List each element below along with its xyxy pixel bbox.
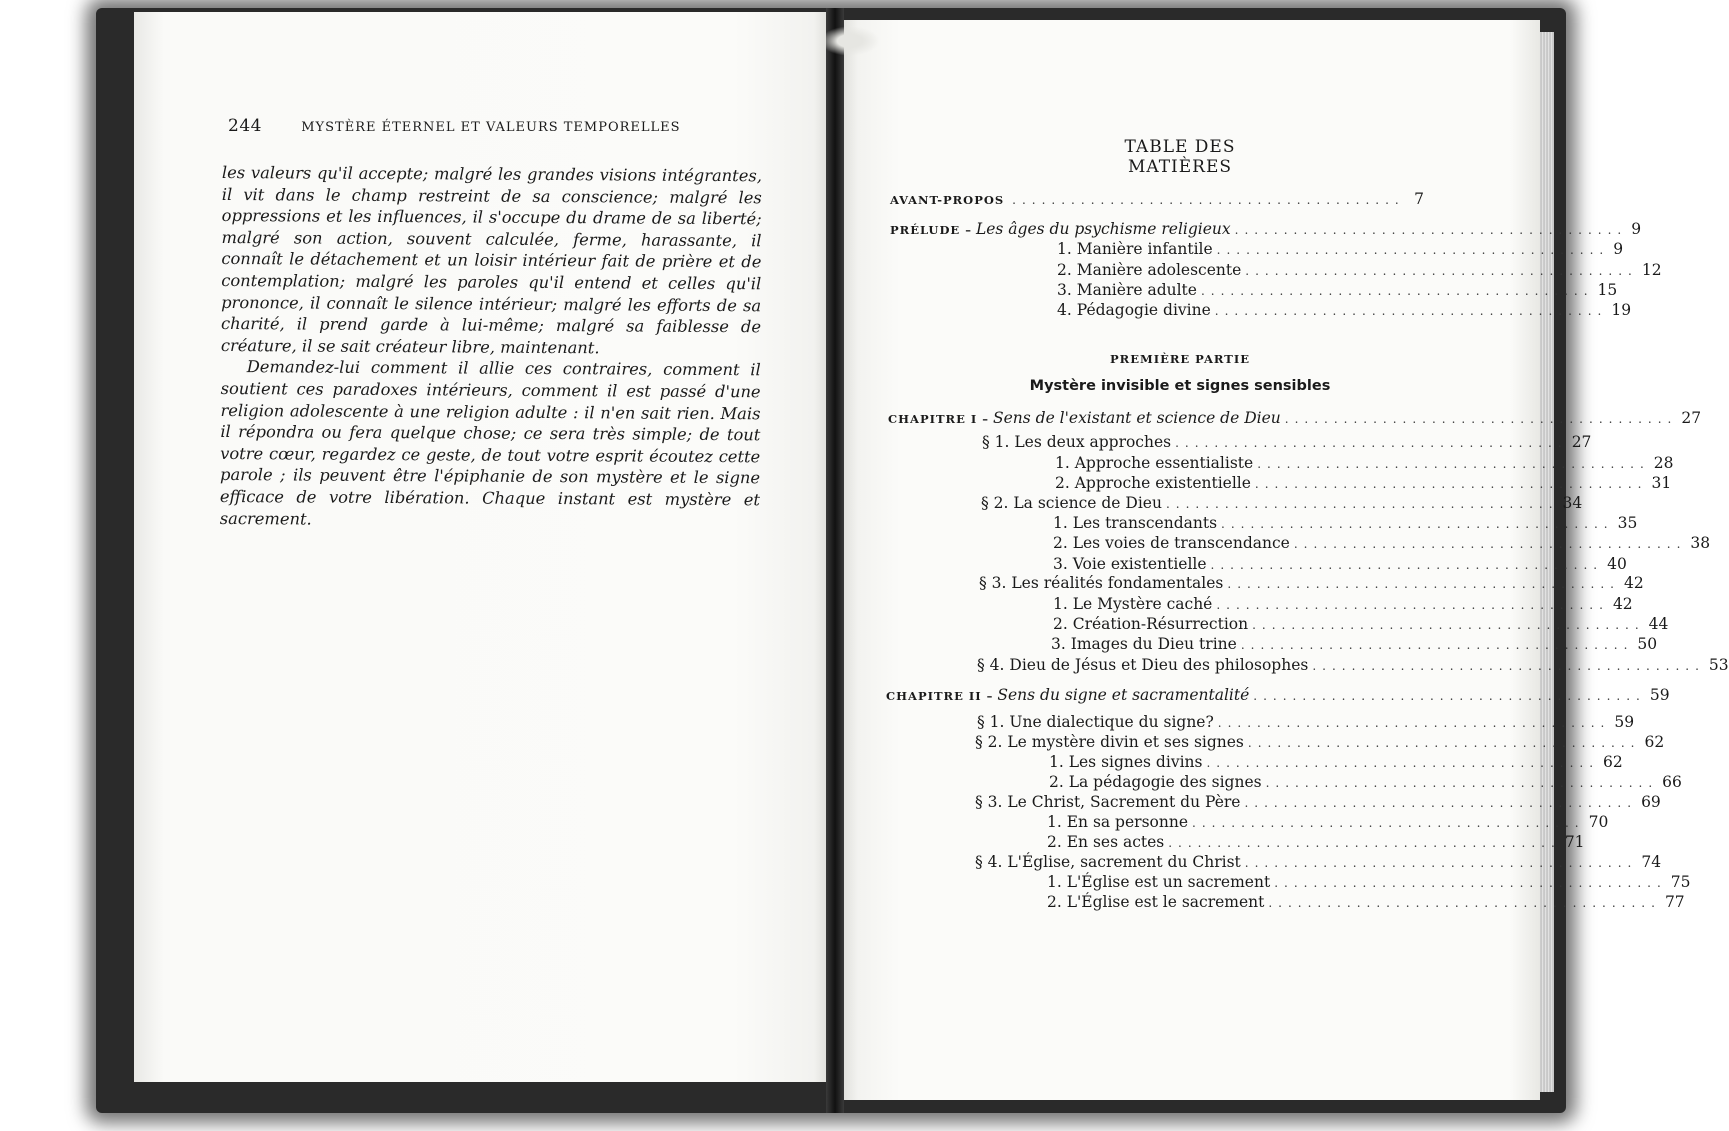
- toc-page-number: 27: [1571, 433, 1592, 451]
- toc-entry-title: 1. Manière infantile: [1057, 240, 1213, 258]
- toc-leader-dots: ........................................: [1247, 736, 1641, 750]
- toc-entry-title: § 2. Le mystère divin et ses signes: [975, 733, 1244, 751]
- toc-entry-title: 1. Les signes divins: [1049, 753, 1203, 771]
- toc-entry-title: 1. Le Mystère caché: [1053, 595, 1213, 613]
- toc-entry-label: PRÉLUDE –: [890, 223, 972, 237]
- toc-entry: [1047, 813, 1609, 831]
- toc-entry: [981, 494, 1583, 512]
- toc-leader-dots: ........................................: [1217, 716, 1611, 730]
- toc-leader-dots: ........................................: [1216, 598, 1609, 612]
- toc-entry-title: § 4. Dieu de Jésus et Dieu des philosophes: [977, 656, 1309, 674]
- toc-entry-title: 1. Approche essentialiste: [1055, 454, 1254, 472]
- toc-entry: [977, 713, 1635, 731]
- toc-entry: [979, 574, 1644, 592]
- toc-entry-label: AVANT-PROPOS: [890, 193, 1005, 207]
- toc-entry: [1047, 833, 1585, 851]
- toc-entry: [975, 793, 1661, 811]
- toc-page-number: 62: [1644, 733, 1665, 751]
- toc-page-number: 66: [1662, 773, 1682, 791]
- toc-leader-dots: ........................................: [1257, 457, 1650, 471]
- toc-page-number: 69: [1641, 793, 1661, 811]
- toc-entry-title: 2. La pédagogie des signes: [1049, 773, 1262, 791]
- toc-entry: [1047, 893, 1685, 911]
- paragraph-1: les valeurs qu'il accepte; malgré les grandes visions intégrantes, il vit dans le champ restreint de sa conscience; malgré les oppressions et les influences, il s'occupe du drame de sa liberté; malgré son action, souvent calculée, ferme, harassante, il connaît le détachement et un loisir intérieur fait de prière et de contemplation; malgré les paroles qu'il entend et celles qu'il prononce, il connaît le silence intérieur; malgré les efforts de sa charité, il prend garde à lui-même; malgré sa faiblesse de créature, il se sait créateur libre, maintenant.: [220, 162, 762, 358]
- toc-entry-title: 2. En ses actes: [1047, 833, 1165, 851]
- toc-leader-dots: ........................................: [1244, 856, 1638, 870]
- toc-leader-dots: ........................................: [1214, 304, 1608, 318]
- toc-leader-dots: ........................................: [1206, 756, 1600, 770]
- toc-leader-dots: ........................................: [1192, 816, 1585, 830]
- toc-page-number: 19: [1611, 301, 1632, 319]
- toc-entry-title: 1. Les transcendants: [1053, 514, 1218, 532]
- body-text: [220, 162, 762, 532]
- toc-entry-title: 2. Les voies de transcendance: [1053, 534, 1290, 552]
- toc-page-number: 74: [1641, 853, 1662, 871]
- toc-leader-dots: ........................................: [1175, 436, 1568, 450]
- paragraph-2: Demandez-lui comment il allie ces contraires, comment il soutient ces paradoxes intérieurs, comment il est passé d'une religion adolescente à une religion adulte : il n'en sait rien. Mais il répondra ou fera quelque chose; ce sera très simple; de tout votre cœur, regardez ce geste, de tout votre esprit écoutez cette parole ; ils peuvent être l'épiphanie de son mystère et le signe efficace de votre libération. Chaque instant est mystère et sacrement.: [219, 357, 761, 529]
- running-head: [228, 116, 708, 136]
- toc-entry: [1057, 240, 1624, 258]
- toc-entry-title: 2. Manière adolescente: [1057, 261, 1242, 279]
- toc-leader-dots: ........................................: [1312, 659, 1705, 673]
- toc-page-number: 42: [1623, 574, 1644, 592]
- book-spine: [826, 8, 844, 1113]
- toc-leader-dots: ........................................: [1268, 896, 1661, 910]
- toc-entry: [1049, 773, 1682, 791]
- toc-entry-label: CHAPITRE I –: [888, 412, 989, 426]
- part-label: PREMIÈRE PARTIE: [1110, 352, 1250, 366]
- running-head-title: MYSTÈRE ÉTERNEL ET VALEURS TEMPORELLES: [301, 120, 681, 135]
- toc-entry: [1057, 261, 1662, 279]
- toc-entry-title: 1. En sa personne: [1047, 813, 1188, 831]
- toc-page-number: 38: [1690, 534, 1711, 552]
- toc-entry: [975, 853, 1662, 871]
- toc-page-number: 53: [1708, 656, 1729, 674]
- toc-leader-dots: ........................................: [1221, 517, 1614, 531]
- toc-leader-dots: ........................................: [1265, 776, 1659, 790]
- toc-page-number: 15: [1597, 281, 1618, 299]
- toc-entry: [1057, 301, 1632, 319]
- toc-page-number: 9: [1631, 220, 1642, 238]
- toc-leader-dots: ........................................: [1216, 243, 1610, 257]
- toc-page-number: 59: [1614, 713, 1635, 731]
- toc-entry-title: 2. L'Église est le sacrement: [1047, 893, 1265, 911]
- toc-leader-dots: ........................................: [1240, 638, 1634, 652]
- toc-leader-dots: ........................................: [1165, 497, 1559, 511]
- toc-entry: [1055, 474, 1672, 492]
- toc-entry-title: § 1. Les deux approches: [982, 433, 1172, 451]
- toc-leader-dots: ........................................: [1210, 558, 1604, 572]
- toc-entry-title: Sens de l'existant et science de Dieu: [993, 409, 1281, 427]
- toc-entry: [1051, 635, 1658, 653]
- toc-entry: [1053, 555, 1627, 573]
- toc-entry-title: § 3. Le Christ, Sacrement du Père: [975, 793, 1241, 811]
- toc-page-number: 42: [1612, 595, 1633, 613]
- toc-entry-title: § 4. L'Église, sacrement du Christ: [975, 853, 1241, 871]
- toc-entry-title: § 2. La science de Dieu: [981, 494, 1162, 512]
- toc-entry: [1047, 873, 1691, 891]
- toc-page-number: 12: [1641, 261, 1662, 279]
- toc-page-number: 28: [1653, 454, 1674, 472]
- toc-page-number: 9: [1613, 240, 1624, 258]
- toc-leader-dots: ........................................: [1252, 618, 1645, 632]
- toc-page-number: 40: [1607, 555, 1627, 573]
- toc-page-number: 50: [1637, 635, 1658, 653]
- toc-title: TABLE DES MATIÈRES: [1124, 137, 1236, 177]
- toc-leader-dots: ........................................: [1227, 577, 1620, 591]
- toc-entry: [888, 409, 1702, 427]
- toc-page-number: 7: [1414, 190, 1424, 208]
- toc-page-number: 35: [1617, 514, 1638, 532]
- toc-entry: [1053, 514, 1638, 532]
- toc-leader-dots: ........................................: [1274, 876, 1667, 890]
- toc-page-number: 71: [1564, 833, 1585, 851]
- toc-entry: [1053, 534, 1711, 552]
- toc-entry-title: 3. Voie existentielle: [1053, 555, 1207, 573]
- toc-page-number: 31: [1651, 474, 1672, 492]
- toc-page-number: 62: [1603, 753, 1623, 771]
- toc-page-number: 77: [1664, 893, 1685, 911]
- toc-entry-title: 2. Création-Résurrection: [1053, 615, 1249, 633]
- toc-entry: [975, 733, 1665, 751]
- toc-entry: [977, 656, 1729, 674]
- toc-entry-title: 3. Manière adulte: [1057, 281, 1197, 299]
- toc-entry: [1053, 615, 1669, 633]
- toc-leader-dots: ........................................: [1293, 537, 1687, 551]
- toc-leader-dots: ........................................: [1012, 193, 1405, 207]
- toc-entry-title: Les âges du psychisme religieux: [975, 220, 1231, 238]
- toc-leader-dots: ........................................: [1253, 689, 1646, 703]
- toc-entry-title: 3. Images du Dieu trine: [1051, 635, 1237, 653]
- toc-leader-dots: ........................................: [1284, 412, 1678, 426]
- toc-page-number: 44: [1648, 615, 1669, 633]
- toc-entry-title: 1. L'Église est un sacrement: [1047, 873, 1271, 891]
- toc-entry-title: § 3. Les réalités fondamentales: [979, 574, 1224, 592]
- torn-paper-mark: [820, 26, 880, 56]
- toc-leader-dots: ........................................: [1234, 223, 1628, 237]
- toc-entry-label: CHAPITRE II –: [886, 689, 994, 703]
- toc-entry: [886, 686, 1670, 704]
- toc-leader-dots: ........................................: [1200, 284, 1594, 298]
- toc-page-number: 34: [1562, 494, 1583, 512]
- toc-entry-title: 4. Pédagogie divine: [1057, 301, 1211, 319]
- part-title: Mystère invisible et signes sensibles: [1029, 378, 1331, 394]
- toc-entry: [890, 220, 1642, 238]
- toc-page-number: 70: [1588, 813, 1609, 831]
- toc-entry: [1053, 595, 1633, 613]
- page-number: 244: [228, 116, 262, 136]
- toc-entry: [982, 433, 1592, 451]
- toc-page-number: 75: [1670, 873, 1691, 891]
- toc-leader-dots: ........................................: [1254, 477, 1648, 491]
- toc-entry: [890, 190, 1424, 208]
- toc-entry-title: 2. Approche existentielle: [1055, 474, 1251, 492]
- toc-leader-dots: ........................................: [1168, 836, 1561, 850]
- toc-entry-title: Sens du signe et sacramentalité: [997, 686, 1250, 704]
- toc-leader-dots: ........................................: [1244, 796, 1638, 810]
- toc-entry: [1057, 281, 1618, 299]
- toc-page-number: 27: [1681, 409, 1702, 427]
- toc-leader-dots: ........................................: [1245, 264, 1638, 278]
- toc-entry-title: § 1. Une dialectique du signe?: [977, 713, 1214, 731]
- toc-entry: [1049, 753, 1623, 771]
- toc-entry: [1055, 454, 1674, 472]
- toc-page-number: 59: [1649, 686, 1670, 704]
